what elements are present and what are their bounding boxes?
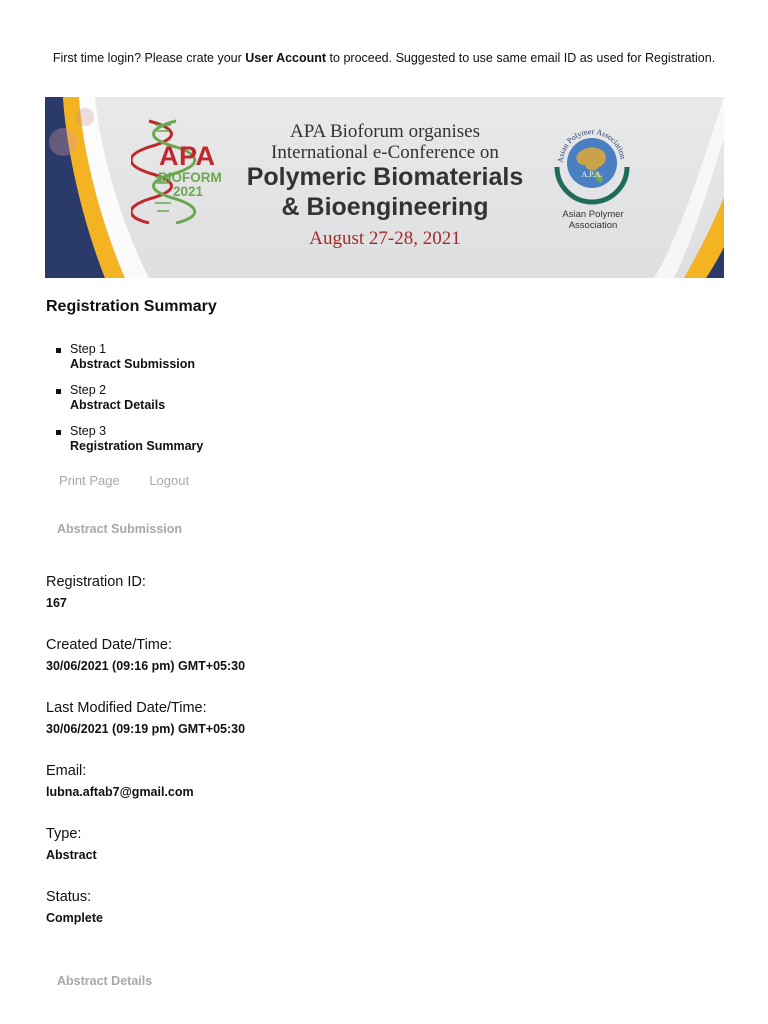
field-label: Email: bbox=[46, 763, 87, 779]
field-value: 30/06/2021 (09:16 pm) GMT+05:30 bbox=[46, 659, 246, 673]
step-number: Step 3 bbox=[70, 424, 107, 438]
step-name: Abstract Details bbox=[70, 398, 166, 412]
field-value: 30/06/2021 (09:19 pm) GMT+05:30 bbox=[46, 722, 246, 736]
apa-bioform-logo bbox=[131, 119, 221, 229]
last-modified-field bbox=[46, 699, 245, 737]
status-field bbox=[46, 888, 103, 926]
notice-suffix: to proceed. Suggested to use same email ID as used for Registration. bbox=[326, 51, 716, 65]
step-number: Step 1 bbox=[70, 342, 107, 356]
step-number: Step 2 bbox=[70, 383, 107, 397]
notice-prefix: First time login? Please crate your bbox=[52, 51, 246, 65]
step-name: Registration Summary bbox=[70, 439, 204, 453]
globe-caption: Asian Polymer Association bbox=[562, 209, 624, 231]
logo-bioform-text: BIOFORM bbox=[158, 170, 222, 185]
step-name: Abstract Submission bbox=[70, 357, 196, 371]
abstract-submission-heading: Abstract Submission bbox=[57, 522, 183, 536]
registration-id-field bbox=[46, 573, 146, 611]
field-label: Type: bbox=[46, 826, 82, 842]
field-value: Abstract bbox=[46, 848, 97, 862]
banner-organiser: APA Bioforum organises bbox=[289, 121, 481, 142]
field-label: Created Date/Time: bbox=[46, 637, 172, 653]
step-item[interactable] bbox=[56, 342, 203, 383]
action-links bbox=[59, 473, 215, 488]
globe-ring-text: Asian Polymer Association bbox=[555, 126, 628, 164]
field-value: Complete bbox=[46, 911, 103, 925]
apa-logo-subtext bbox=[158, 170, 222, 199]
right-swoosh-decoration bbox=[634, 97, 724, 278]
email-field bbox=[46, 762, 194, 800]
banner-dates: August 27-28, 2021 bbox=[309, 228, 461, 249]
step-item[interactable] bbox=[56, 424, 203, 465]
field-label: Last Modified Date/Time: bbox=[46, 700, 207, 716]
print-page-button[interactable]: Print Page bbox=[59, 473, 120, 488]
banner-title-line2: & Bioengineering bbox=[281, 193, 489, 221]
first-login-notice bbox=[0, 51, 768, 65]
step-item[interactable] bbox=[56, 383, 203, 424]
logout-button[interactable]: Logout bbox=[149, 473, 190, 488]
field-label: Status: bbox=[46, 889, 92, 905]
field-value: lubna.aftab7@gmail.com bbox=[46, 785, 194, 799]
asian-polymer-association-logo bbox=[551, 121, 633, 205]
logo-year-text: 2021 bbox=[172, 184, 204, 199]
field-value: 167 bbox=[46, 596, 67, 610]
type-field bbox=[46, 825, 97, 863]
apa-logo-text: APA bbox=[159, 141, 216, 171]
banner-conference-type: International e-Conference on bbox=[271, 142, 499, 163]
globe-icon bbox=[551, 121, 633, 205]
abstract-details-heading: Abstract Details bbox=[57, 974, 153, 988]
globe-center-text: A.P.A. bbox=[581, 170, 603, 179]
registration-summary-title: Registration Summary bbox=[46, 298, 217, 315]
banner-title-line1: Polymeric Biomaterials bbox=[246, 163, 524, 191]
field-label: Registration ID: bbox=[46, 574, 146, 590]
conference-banner bbox=[45, 97, 724, 278]
created-datetime-field bbox=[46, 636, 245, 674]
user-account-link[interactable]: User Account bbox=[245, 51, 327, 65]
registration-steps bbox=[56, 342, 203, 465]
